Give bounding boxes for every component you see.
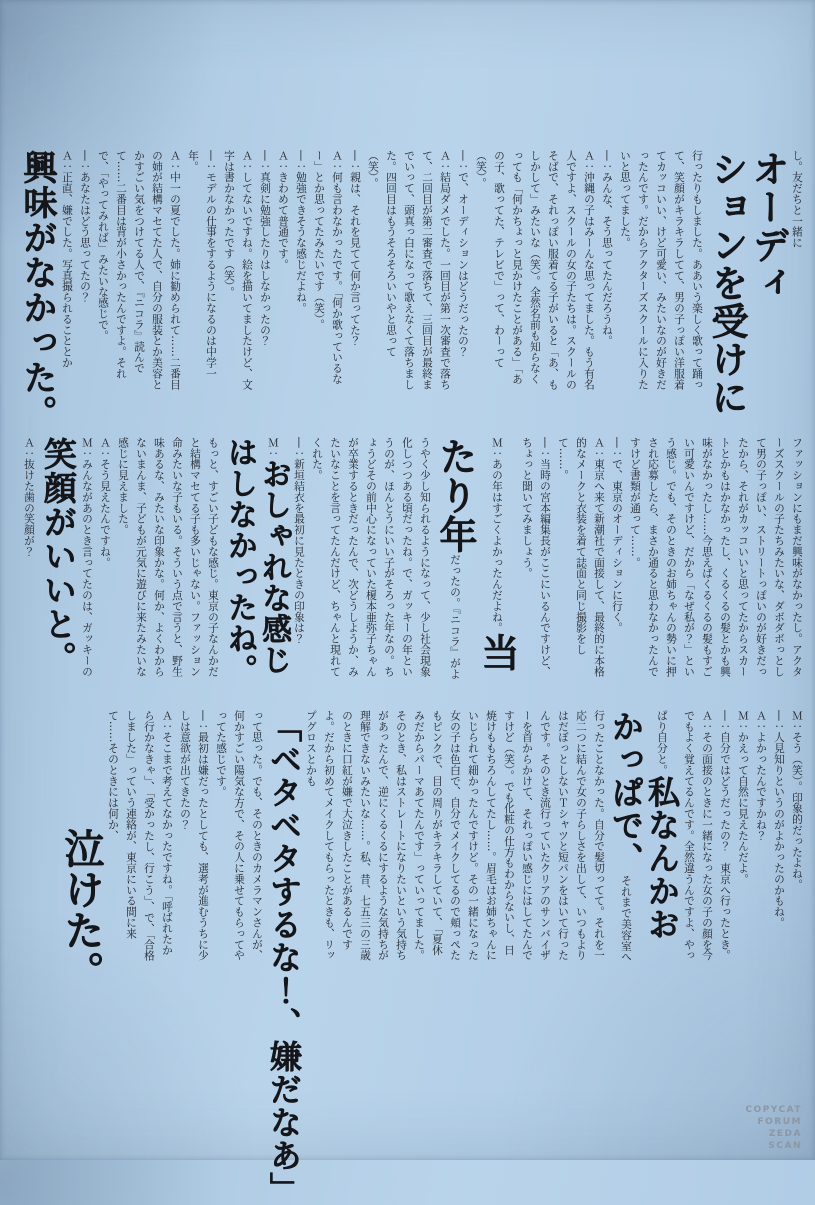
text-run: ―：最初は嫌だったとしても、選考が進むうちに少しは意欲が出てきたの？: [179, 710, 210, 961]
dialogue-paragraph: [554, 437, 608, 683]
text-run: し。友だちと一緒に: [791, 150, 804, 249]
dialogue-paragraph: [290, 437, 308, 683]
dialogue-paragraph: [518, 437, 554, 683]
dialogue-paragraph: [598, 150, 616, 390]
headline-naketa: 泣けた。: [58, 828, 104, 992]
dialogue-paragraph: [364, 150, 454, 390]
text-run: って思った。でも、そのときのカメラマンさんが、何かすごい陽気な方で、その人に乗せてもらってやってた感じです。: [215, 710, 264, 961]
text-run: Ａ：その面接のときに一緒になった女の子の顔を今でもよく覚えてるんです。全然違うんですよ、やっぱり自分と。: [656, 710, 714, 961]
dialogue-paragraph: [212, 710, 716, 1205]
watermark-line: ZEDA: [768, 1129, 802, 1139]
text-run: ―：真剣に勉強したりはしなかったの？: [259, 150, 272, 347]
dialogue-paragraph: [58, 710, 176, 992]
headline-betabeta: ！、嫌だなあ」: [265, 974, 303, 1205]
text-run: ファッションにもまだ興味がなかったし。アクターズスクールの子たちみたいな、ダボダボっとして男の子っぽい、ストリートっぽいのが好きだったから、それがカッコいいと思ってたからスカートとかもはかなかったし、くるくるの髪とかも興味がなかったし……今思えばくるくるの髪もすごい可愛いんですけど、だから「なぜ私が？」という感じ。でも、そのときのお姉ちゃんの勢いに押され応募したら、まさか通ると思わなかったんですけど書類が通って……。: [629, 437, 804, 677]
text-run: Ａ：そこまで考えてなかったですね。「呼ばれたから行かなきゃ」、「受かったし、行こう」、で、「合格しました」っていう連絡が、東京にいる間に来て……そのときには何か、: [107, 710, 174, 962]
text-run: Ｍ：みんながあのとき言ってたのは、ガッキーの: [81, 437, 94, 677]
headline-atari: 当: [475, 633, 519, 673]
text-run: たりもしました。ああいう楽しく歌って踊って、笑顔がキラキラしてて、男の子っぽい洋服着てカッコいい、けど可愛い、みたいなのが好きだったんです。だからアクターズスクールに入りたいと思ってました。: [619, 150, 704, 390]
dialogue-paragraph: [96, 437, 114, 683]
dialogue-paragraph: [38, 437, 96, 683]
text-run: ―：当時の宮本編集長がここにいるんですけど、ちょっと聞いてみましょう。: [521, 437, 552, 677]
headline-egao: 笑顔がいいと。: [39, 437, 78, 675]
text-run: もっと、すごい子どもな感じ。東京の子なんかだと結構マセてる子も多いじゃない。ファッション命みたいな子もいる。そういう点で言うと、野生味あるな、みたいな印象かな。何か、よくわからないまんま、子どもが元気に遊びに来たみたいな感じに見えました。: [117, 437, 220, 677]
dialogue-paragraph: [220, 150, 256, 390]
dialogue-paragraph: [76, 150, 94, 390]
dialogue-paragraph: [114, 437, 290, 683]
text-run: Ｍ：かえって自然に見えたんだよ。: [737, 710, 750, 885]
text-run: Ａ：よかったんですかね？: [755, 710, 768, 841]
headline-oshare: はしなかったね。: [222, 437, 257, 685]
text-run: Ａ：何も言わなかったです。「何か歌っているなー」とか思ってたみたいです（笑）。: [313, 150, 344, 385]
dialogue-paragraph: [94, 150, 184, 390]
text-run: Ａ：沖縄の子はみーんな思ってました。もう有名人ですよ、スクールの女の子たちは。スクールのそばで、それっぽい服着てる子がいると「あ、もしかして」みたいな（笑）。全然名前も知らなくっても「何かちょっと見かけたことがある」「あの子、歌ってた、テレビで」って、わーって（笑）。: [475, 150, 596, 390]
scan-watermark: [745, 1104, 802, 1152]
text-run: ―：自分ではどうだったの？ 東京へ行ったとき。: [719, 710, 732, 961]
dialogue-paragraph: [752, 710, 770, 966]
dialogue-paragraph: [292, 150, 310, 390]
text-run: Ｍ：: [267, 437, 280, 459]
headline-kyoumi: 興味がなかった。: [17, 150, 57, 430]
dialogue-paragraph: [770, 710, 788, 966]
text-run: ―：親は、それを見てて何か言ってた？: [349, 150, 362, 347]
dialogue-paragraph: [256, 150, 274, 390]
text-run: Ａ：中一の夏でした。姉に勧められて……二番目の姉が結構マセてた人で、自分の服装とか美容とかすごい気をつけてる人で、『ニコラ』読んでて……二番目は背が小さかったんですよ。それで、「やってみれば」みたいな感じで。: [97, 150, 182, 390]
dialogue-paragraph: [184, 150, 220, 390]
text-run: ―：で、東京のオーディションに行く。: [611, 437, 624, 634]
headline-oshare: おしゃれな感じ: [256, 458, 291, 676]
watermark-line: COPYCAT: [745, 1105, 802, 1115]
dialogue-paragraph: [472, 150, 598, 390]
text-run: Ａ：東京へ来て新潮社で面接して、最終的に本格的なメークと衣装を着て誌面と同じ撮影をして……。: [557, 437, 606, 677]
dialogue-paragraph: [16, 150, 76, 430]
headline-okappa: 私なんかお: [643, 775, 681, 941]
headline-atari: たり年: [433, 437, 477, 554]
headline-audition: ションを受けに: [705, 150, 748, 416]
text-run: ―：で、オーディションはどうだったの？: [457, 150, 470, 358]
watermark-line: SCAN: [768, 1141, 802, 1151]
text-run: ―：あなたはどう思ってたの？: [79, 150, 92, 303]
text-run: Ａ：そう見えたんですね。: [99, 437, 112, 568]
dialogue-paragraph: [310, 150, 346, 390]
text-run: Ａ：正直、嫌でした。写真撮られることとか: [61, 150, 74, 368]
dialogue-paragraph: [454, 150, 472, 390]
dialogue-paragraph: [616, 150, 806, 416]
headline-betabeta: 「ベタベタするな: [265, 710, 303, 974]
text-run: Ａ：きわめて普通です。: [277, 150, 290, 270]
dialogue-paragraph: [788, 710, 806, 966]
text-run: Ｍ：あの年はすごくよかったんだよね。: [491, 437, 504, 634]
dialogue-paragraph: [308, 437, 518, 683]
dialogue-paragraph: [626, 437, 806, 683]
text-run: Ｍ：そう（笑）。印象的だったよね。: [791, 710, 804, 890]
text-run: Ａ：結局ダメでした。一回目が第一次審査で落ちて、二回目が第二審査で落ちて、三回目が最終までいって、頭真っ白になって歌えなくて落ちました。四回目はもうそろそろいいやと思って（笑）。: [367, 150, 452, 390]
interview-band-middle: [20, 437, 806, 683]
text-run: ―：新垣結衣を最初に見たときの印象は？: [293, 437, 306, 645]
dialogue-paragraph: [734, 710, 752, 966]
text-run: 行っ: [691, 150, 704, 172]
text-run: Ａ：してないですね。絵を描いてましたけど、文字は書かなかったです（笑）。: [223, 150, 254, 390]
dialogue-paragraph: [20, 437, 38, 683]
dialogue-paragraph: [346, 150, 364, 390]
watermark-line: FORUM: [757, 1117, 802, 1127]
text-run: だったの。『ニコラ』がようやく少し知られるようになって、少し社会現象化しつつある頃だったね。で、ガッキーの年というのが、ほんとうにいい子がそろった年なの。ちょうどその前中心になっていた榎本亜弥子ちゃんが卒業するときだったんで、次どうしようか、みたいなことを言ってたんだけど、ちゃんと現れてくれた。: [311, 437, 462, 680]
text-run: Ａ：抜けた歯の笑顔が？: [23, 437, 36, 557]
dialogue-paragraph: [608, 437, 626, 683]
text-run: ―：モデルの仕事をするようになるのは中学一年。: [187, 150, 218, 379]
headline-okappa: かっぱで、: [607, 710, 645, 875]
headline-audition: オーディ: [746, 150, 789, 302]
interview-band-top: [16, 150, 806, 430]
text-run: それまで美容室へ行ったことなかった。自分で髪切ってて。それを一応二つに結んで女の子らしさを出して、いつもよりはだぼっとしないＴシャツと短パンをはいて行ったんです。そのとき流行っていたクリアのサンバイザーを首からかけて、それっぽい感じにはしてたんですけど（笑）。でも化粧の仕方もわからないし、日焼けももちろんしてたし……。眉毛はお姉ちゃんにいじられて細かったんですけど。その一緒になった女の子は色白で、自分でメイクしてるので頬っぺたもピンクで、目の周りがキラキラしていて、「夏休みだからパーマあてたんです」っていってました。そのとき、私はストレートになりたいという気持ちがあったんで、逆にくるくるにするような気持ちが理解できないみたいな……。私、昔、七五三の三歳のときに口紅が嫌で大泣きしたことがあるんですよ。だから初めてメイクしてもらったときも、リップグロスとかも: [305, 710, 633, 963]
dialogue-paragraph: [176, 710, 212, 966]
text-run: ―：人見知りというのがよかったのかもね。: [773, 710, 786, 928]
text-run: ―：勉強できそうな感じだよね。: [295, 150, 308, 314]
dialogue-paragraph: [716, 710, 734, 966]
text-run: ―：みんな、そう思ってたんだろうね。: [601, 150, 614, 347]
dialogue-paragraph: [274, 150, 292, 390]
